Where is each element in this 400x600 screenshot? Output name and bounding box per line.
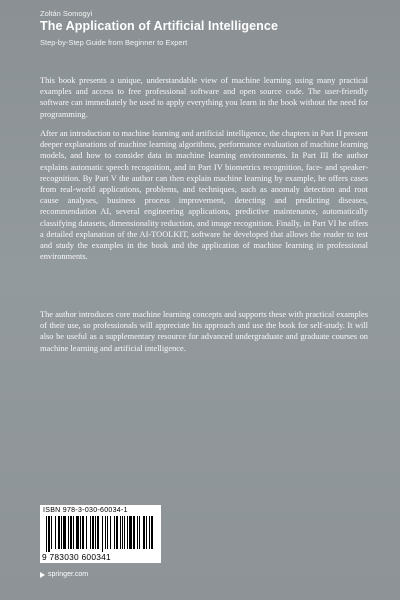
isbn-label: ISBN 978-3-030-60034-1 [43,507,128,514]
barcode-bar [55,516,56,549]
barcode-bar [80,516,81,549]
barcode-bars [46,516,156,552]
barcode-bar [86,516,87,549]
barcode-bar [48,516,50,552]
barcode-bar [149,516,150,549]
barcode-bar [137,516,138,549]
blurb-paragraph-2: After an introduction to machine learning and artificial intelligence, the chapters in Part II present deeper explanations of machine learning algorithms, performance evaluation of machine learning models, and how to consider data in machine learning environments. In Part III the author explains automatic speech recognition, and in Part IV biometrics recognition, face- and speaker-recognition. By Part V the author can then explain machine learning by example, he offers cases from real-world applications, problems, and techniques, such as anomaly detection and root cause analyses, business process improvement, detecting and predicting diseases, recommendation AI, several engineering applications, predictive maintenance, automatically classifying datasets, dimensionality reduction, and image recognition. Finally, in Part VI he offers a detailed explanation of the AI-TOOLKIT, software he developed that allows the reader to test and study the examples in the book and the application of machine learning in professional environments. [40,129,368,262]
barcode-bar [73,516,74,549]
barcode-bar [68,516,69,549]
barcode-bar [110,516,111,549]
barcode-bar [102,516,103,552]
barcode-bar [90,516,91,549]
barcode-bar [46,516,47,552]
barcode-bar [116,516,118,549]
barcode-bar [129,516,132,549]
barcode-bar [120,516,121,549]
barcode-bar [76,516,79,549]
author-name: Zoltán Somogyi [40,9,93,18]
barcode-bar [133,516,135,549]
barcode-bar [92,516,94,549]
barcode-bar [63,516,66,549]
barcode-bar [107,516,108,549]
barcode-bar [124,516,125,549]
barcode-bar [151,516,153,549]
barcode-bar [58,516,60,549]
barcode-bar [127,516,128,549]
barcode-bar [146,516,147,549]
barcode-bar [122,516,123,549]
barcode-digits: 9 783030 600341 [42,552,111,562]
book-title: The Application of Artificial Intelligence [40,19,279,33]
barcode-bar [82,516,84,549]
isbn-barcode [40,505,161,563]
barcode-bar [95,516,96,549]
book-subtitle: Step-by-Step Guide from Beginner to Expert [40,38,188,47]
barcode-bar [61,516,62,549]
barcode-bar [143,516,145,549]
publisher-url: springer.com [48,571,89,578]
blurb-paragraph-3: The author introduces core machine learning concepts and supports these with practical examples of their use, so professionals will appreciate his approach and use the book for self-study. It will also be useful as a supplementary resource for advanced undergraduate and graduate courses on machine learning and artificial intelligence. [40,310,368,353]
barcode-bar [105,516,106,549]
barcode-bar [114,516,115,549]
blurb-paragraph-1: This book presents a unique, understandable view of machine learning using many practical examples and access to free professional software and open source code. The user-friendly software can immediately be used to apply everything you learn in the book without the need for programming. [40,76,368,119]
barcode-bar [51,516,52,549]
barcode-bar [139,516,140,549]
barcode-bar [70,516,72,549]
publisher-link[interactable] [40,571,88,578]
barcode-bar [97,516,99,549]
arrow-right-icon [40,572,45,578]
